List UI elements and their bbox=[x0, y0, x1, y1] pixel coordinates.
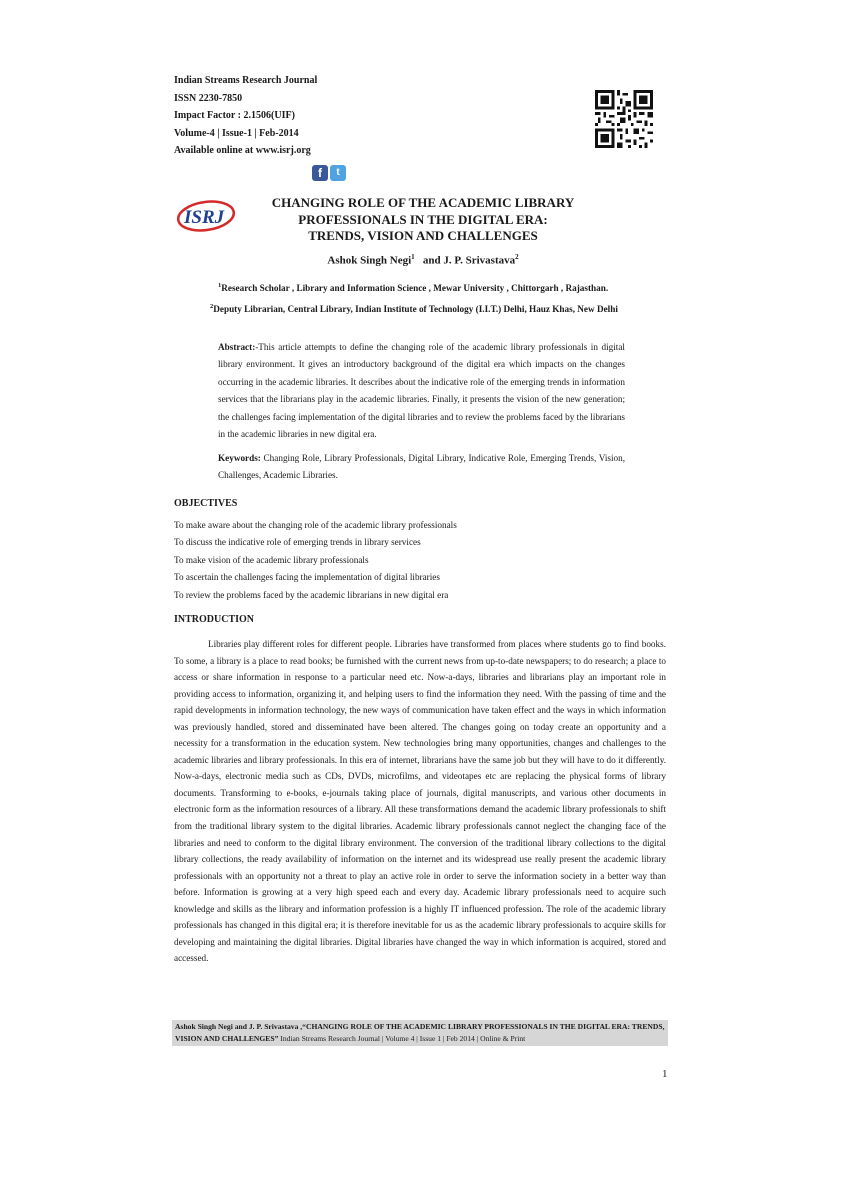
twitter-icon[interactable]: t bbox=[330, 165, 346, 181]
title-line-1: CHANGING ROLE OF THE ACADEMIC LIBRARY bbox=[271, 195, 575, 210]
journal-volume: Volume-4 | Issue-1 | Feb-2014 bbox=[174, 127, 299, 139]
title-line-3: TRENDS, VISION AND CHALLENGES bbox=[308, 228, 538, 243]
journal-issn: ISSN 2230-7850 bbox=[174, 92, 243, 104]
author-1: Ashok Singh Negi bbox=[327, 254, 412, 267]
page-number: 1 bbox=[662, 1068, 668, 1080]
introduction-paragraph: Libraries play different roles for different people. Libraries have transformed from places where students go to find books. To some, a library is a place to read books; be furnished with the current news from up-to-date newspapers; to do research; a place to access or share information in response to a particular need etc. Now-a-days, libraries and librarians play an important role in providing access to information, organizing it, and helping users to find the information they need. With the passing of time and the rapid developments in information technology, the new ways of communication have taken effect and the ways in which information was previously handled, stored and disseminated have been altered. The changes going on today create an opportunity and a necessity for a transformation in the education system. New technologies bring many opportunities, changes and challenges to the academic libraries and library professionals. In this era of internet, librarians have the same job but they will have to do it differently. Now-a-days, electronic media such as CDs, DVDs, microfilms, and videotapes etc are replacing the physical forms of library documents. Transforming to e-books, e-journals taking place of journals, digital manuscripts, and various other documents in electronic form as the information resources of a library. All these transformations demand the academic library professionals to shift from the traditional library system to the digital libraries. Academic library professionals cannot neglect the changing face of the libraries and need to conform to the digital library environment. The conversion of the traditional library collections to the digital library collections, the ready availability of information on the internet and its widespread use really present the academic library professionals with an opportunity not a threat to play an active role in order to serve the information society in a better way than before. Information is growing at a very high speed each and every day. Academic library professionals need to acquire such knowledge and skills as the library and information profession is a highly IT influenced profession. The role of the academic library professionals has changed in this digital era; it is therefore inevitable for us as the academic library professionals to acquire skills for developing and maintaining the digital libraries. Digital libraries have changed the way in which information is acquired, stored and accessed. bbox=[174, 639, 666, 964]
objectives-list bbox=[174, 517, 457, 604]
objective-item: To make aware about the changing role of the academic library professionals bbox=[174, 520, 457, 530]
objective-item: To discuss the indicative role of emerging trends in library services bbox=[174, 537, 421, 548]
keywords-text: Changing Role, Library Professionals, Digital Library, Indicative Role, Emerging Trends, Vision, Challenges, Academic Libraries. bbox=[218, 453, 625, 480]
paper-title bbox=[240, 195, 606, 245]
objective-item: To make vision of the academic library professionals bbox=[174, 554, 369, 565]
isrj-logo bbox=[174, 195, 238, 235]
footer-authors: Ashok Singh Negi and J. P. Srivastava , bbox=[175, 1022, 303, 1031]
author-1-sup: 1 bbox=[411, 253, 415, 261]
journal-info bbox=[174, 72, 317, 160]
keywords bbox=[218, 450, 625, 483]
footer-title: “CHANGING ROLE OF THE ACADEMIC LIBRARY PROFESSIONALS IN THE DIGITAL ERA: TRENDS, VISION AND CHALLENGES” bbox=[175, 1022, 665, 1043]
objective-item: To ascertain the challenges facing the implementation of digital libraries bbox=[174, 572, 440, 583]
affiliation-1 bbox=[218, 282, 608, 293]
keywords-label: Keywords: bbox=[218, 453, 261, 463]
objective-item: To review the problems faced by the academic librarians in new digital era bbox=[174, 589, 449, 600]
footer-citation: Indian Streams Research Journal | Volume 4 | Issue 1 | Feb 2014 | Online & Print bbox=[278, 1033, 526, 1043]
social-icons bbox=[312, 165, 346, 181]
qr-code-icon bbox=[594, 90, 654, 148]
affiliation-2 bbox=[210, 303, 618, 314]
author-2: and J. P. Srivastava bbox=[422, 254, 516, 267]
citation-footer bbox=[172, 1020, 668, 1046]
abstract-label: Abstract: bbox=[218, 342, 256, 352]
affiliation-2-text: Deputy Librarian, Central Library, Indian Institute of Technology (I.I.T.) Delhi, Hauz Khas, New Delhi bbox=[213, 304, 618, 315]
abstract bbox=[218, 339, 625, 443]
title-line-2: PROFESSIONALS IN THE DIGITAL ERA: bbox=[298, 211, 548, 227]
logo-text: ISRJ bbox=[184, 207, 225, 228]
journal-online-url: Available online at www.isrj.org bbox=[174, 145, 311, 156]
journal-name: Indian Streams Research Journal bbox=[174, 75, 318, 86]
objectives-heading: OBJECTIVES bbox=[174, 498, 238, 509]
author-2-sup: 2 bbox=[515, 253, 519, 261]
journal-impact-factor: Impact Factor : 2.1506(UIF) bbox=[174, 110, 295, 121]
affiliation-1-sup: 1 bbox=[218, 282, 222, 289]
abstract-text: -This article attempts to define the changing role of the academic library professionals in digital library environment. It gives an introductory background of the digital era which impacts on the changes occurring in the academic libraries. It describes about the indicative role of the emerging trends in information services that the librarians play in the academic libraries. Finally, it presents the vision of the new generation; the challenges facing implementation of the digital libraries and to review the problems faced by the librarians in the academic libraries in new digital era. bbox=[218, 342, 625, 440]
affiliation-1-text: Research Scholar , Library and Information Science , Mewar University , Chittorgarh , Rajasthan. bbox=[221, 283, 609, 294]
affiliation-2-sup: 2 bbox=[210, 303, 214, 310]
author-line bbox=[240, 253, 606, 267]
introduction-heading: INTRODUCTION bbox=[174, 614, 255, 625]
facebook-icon[interactable]: f bbox=[312, 165, 328, 181]
